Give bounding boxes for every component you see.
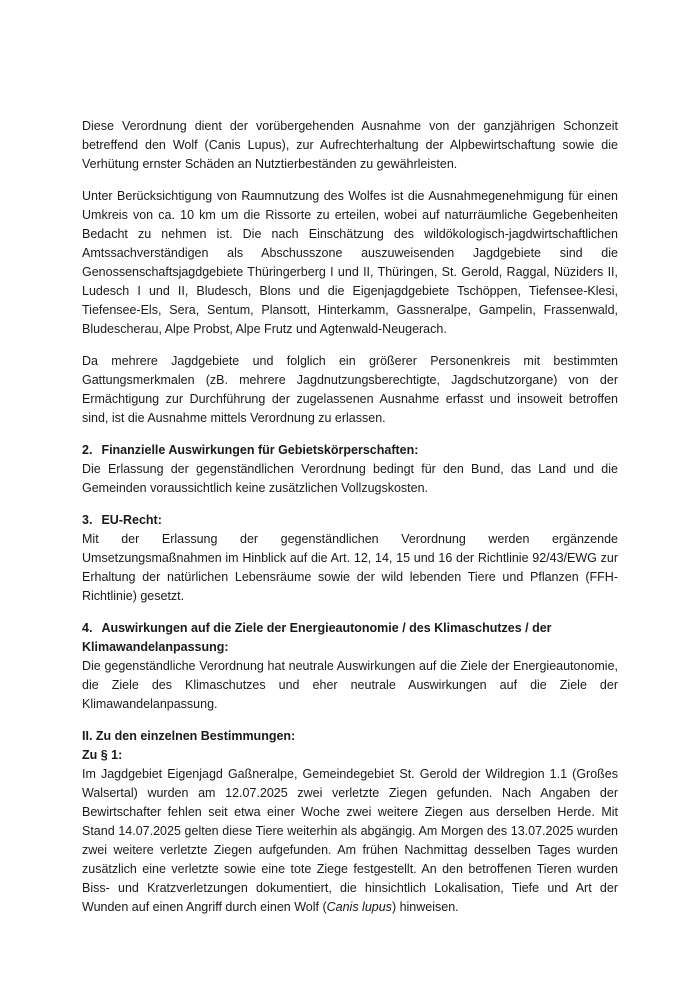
section-3-heading — [82, 511, 618, 530]
section-3-heading-label: EU-Recht: — [101, 513, 162, 527]
section-4-heading — [82, 619, 618, 657]
section-2-heading-label: Finanzielle Auswirkungen für Gebietskörperschaften: — [101, 443, 419, 457]
document-text-area — [82, 117, 618, 930]
section-3-body: Mit der Erlassung der gegenständlichen Verordnung werden ergänzende Umsetzungsmaßnahmen im Hinblick auf die Art. 12, 14, 15 und 16 der Richtlinie 92/43/EWG zur Erhaltung der natürlichen Lebensräume sowie der wild lebenden Tiere und Pflanzen (FFH-Richtlinie) gesetzt. — [82, 532, 618, 603]
zu-paragraph-1-heading: Zu § 1: — [82, 748, 123, 762]
section-2-body: Die Erlassung der gegenständlichen Verordnung bedingt für den Bund, das Land und die Gemeinden voraussichtlich keine zusätzlichen Vollzugskosten. — [82, 462, 618, 495]
part-2-heading: II. Zu den einzelnen Bestimmungen: — [82, 729, 296, 743]
section-3-number: 3. — [82, 513, 93, 527]
paragraph-intro-1: Diese Verordnung dient der vorübergehenden Ausnahme von der ganzjährigen Schonzeit betreffend den Wolf (Canis Lupus), zur Aufrechterhaltung der Alpbewirtschaftung sowie die Verhütung ernster Schäden an Nutztierbeständen zu gewährleisten. — [82, 119, 618, 171]
section-4-heading-label: Auswirkungen auf die Ziele der Energieautonomie / des Klimaschutzes / der Klimawandelanpassung: — [82, 621, 552, 654]
zu-1-text-after-species: ) hinweisen. — [391, 900, 459, 914]
paragraph-intro-3: Da mehrere Jagdgebiete und folglich ein größerer Personenkreis mit bestimmten Gattungsmerkmalen (zB. mehrere Jagdnutzungsberechtigte, Jagdschutzorgane) von der Ermächtigung zur Durchführung der zugelassenen Ausnahme erfasst und insoweit betroffen sind, ist die Ausnahme mittels Verordnung zu erlassen. — [82, 354, 618, 425]
paragraph-intro-2: Unter Berücksichtigung von Raumnutzung des Wolfes ist die Ausnahmegenehmigung für einen Umkreis von ca. 10 km um die Rissorte zu erteilen, wobei auf naturräumliche Gegebenheiten Bedacht zu nehmen ist. Die nach Einschätzung des wildökologisch-jagdwirtschaftlichen Amtssachverständigen als Abschusszone auszuweisenden Jagdgebiete sind die Genossenschaftsjagdgebiete Thüringerberg I und II, Thüringen, St. Gerold, Raggal, Nüziders II, Ludesch I und II, Bludesch, Blons und die Eigenjagdgebiete Tschöppen, Tiefensee-Klesi, Tiefensee-Els, Sera, Sentum, Plansott, Hinterkamm, Gassneralpe, Gampelin, Frassenwald, Bludescherau, Alpe Probst, Alpe Frutz und Agtenwald-Neugerach. — [82, 189, 618, 336]
latin-species-name: Canis lupus — [326, 900, 392, 914]
section-4-body: Die gegenständliche Verordnung hat neutrale Auswirkungen auf die Ziele der Energieautonomie, die Ziele des Klimaschutzes und eher neutrale Auswirkungen auf die Ziele der Klimawandelanpassung. — [82, 659, 618, 711]
section-2-heading — [82, 441, 618, 460]
zu-paragraph-1-body — [82, 765, 618, 917]
section-2-number: 2. — [82, 443, 93, 457]
section-4-number: 4. — [82, 621, 93, 635]
zu-1-text-before-species: Im Jagdgebiet Eigenjagd Gaßneralpe, Gemeindegebiet St. Gerold der Wildregion 1.1 (Großes Walsertal) wurden am 12.07.2025 zwei verletzte Ziegen gefunden. Nach Angaben der Bewirtschafter fehlen seit etwa einer Woche zwei weitere Ziegen aus derselben Herde. Mit Stand 14.07.2025 gelten diese Tiere weiterhin als abgängig. Am Morgen des 13.07.2025 wurden zwei weitere verletzte Ziegen aufgefunden. Am frühen Nachmittag desselben Tages wurden zusätzlich eine verletzte sowie eine tote Ziege festgestellt. An den betroffenen Tieren wurden Biss- und Kratzverletzungen dokumentiert, die hinsichtlich Lokalisation, Tiefe und Art der Wunden auf einen Angriff durch einen Wolf ( — [82, 767, 618, 914]
